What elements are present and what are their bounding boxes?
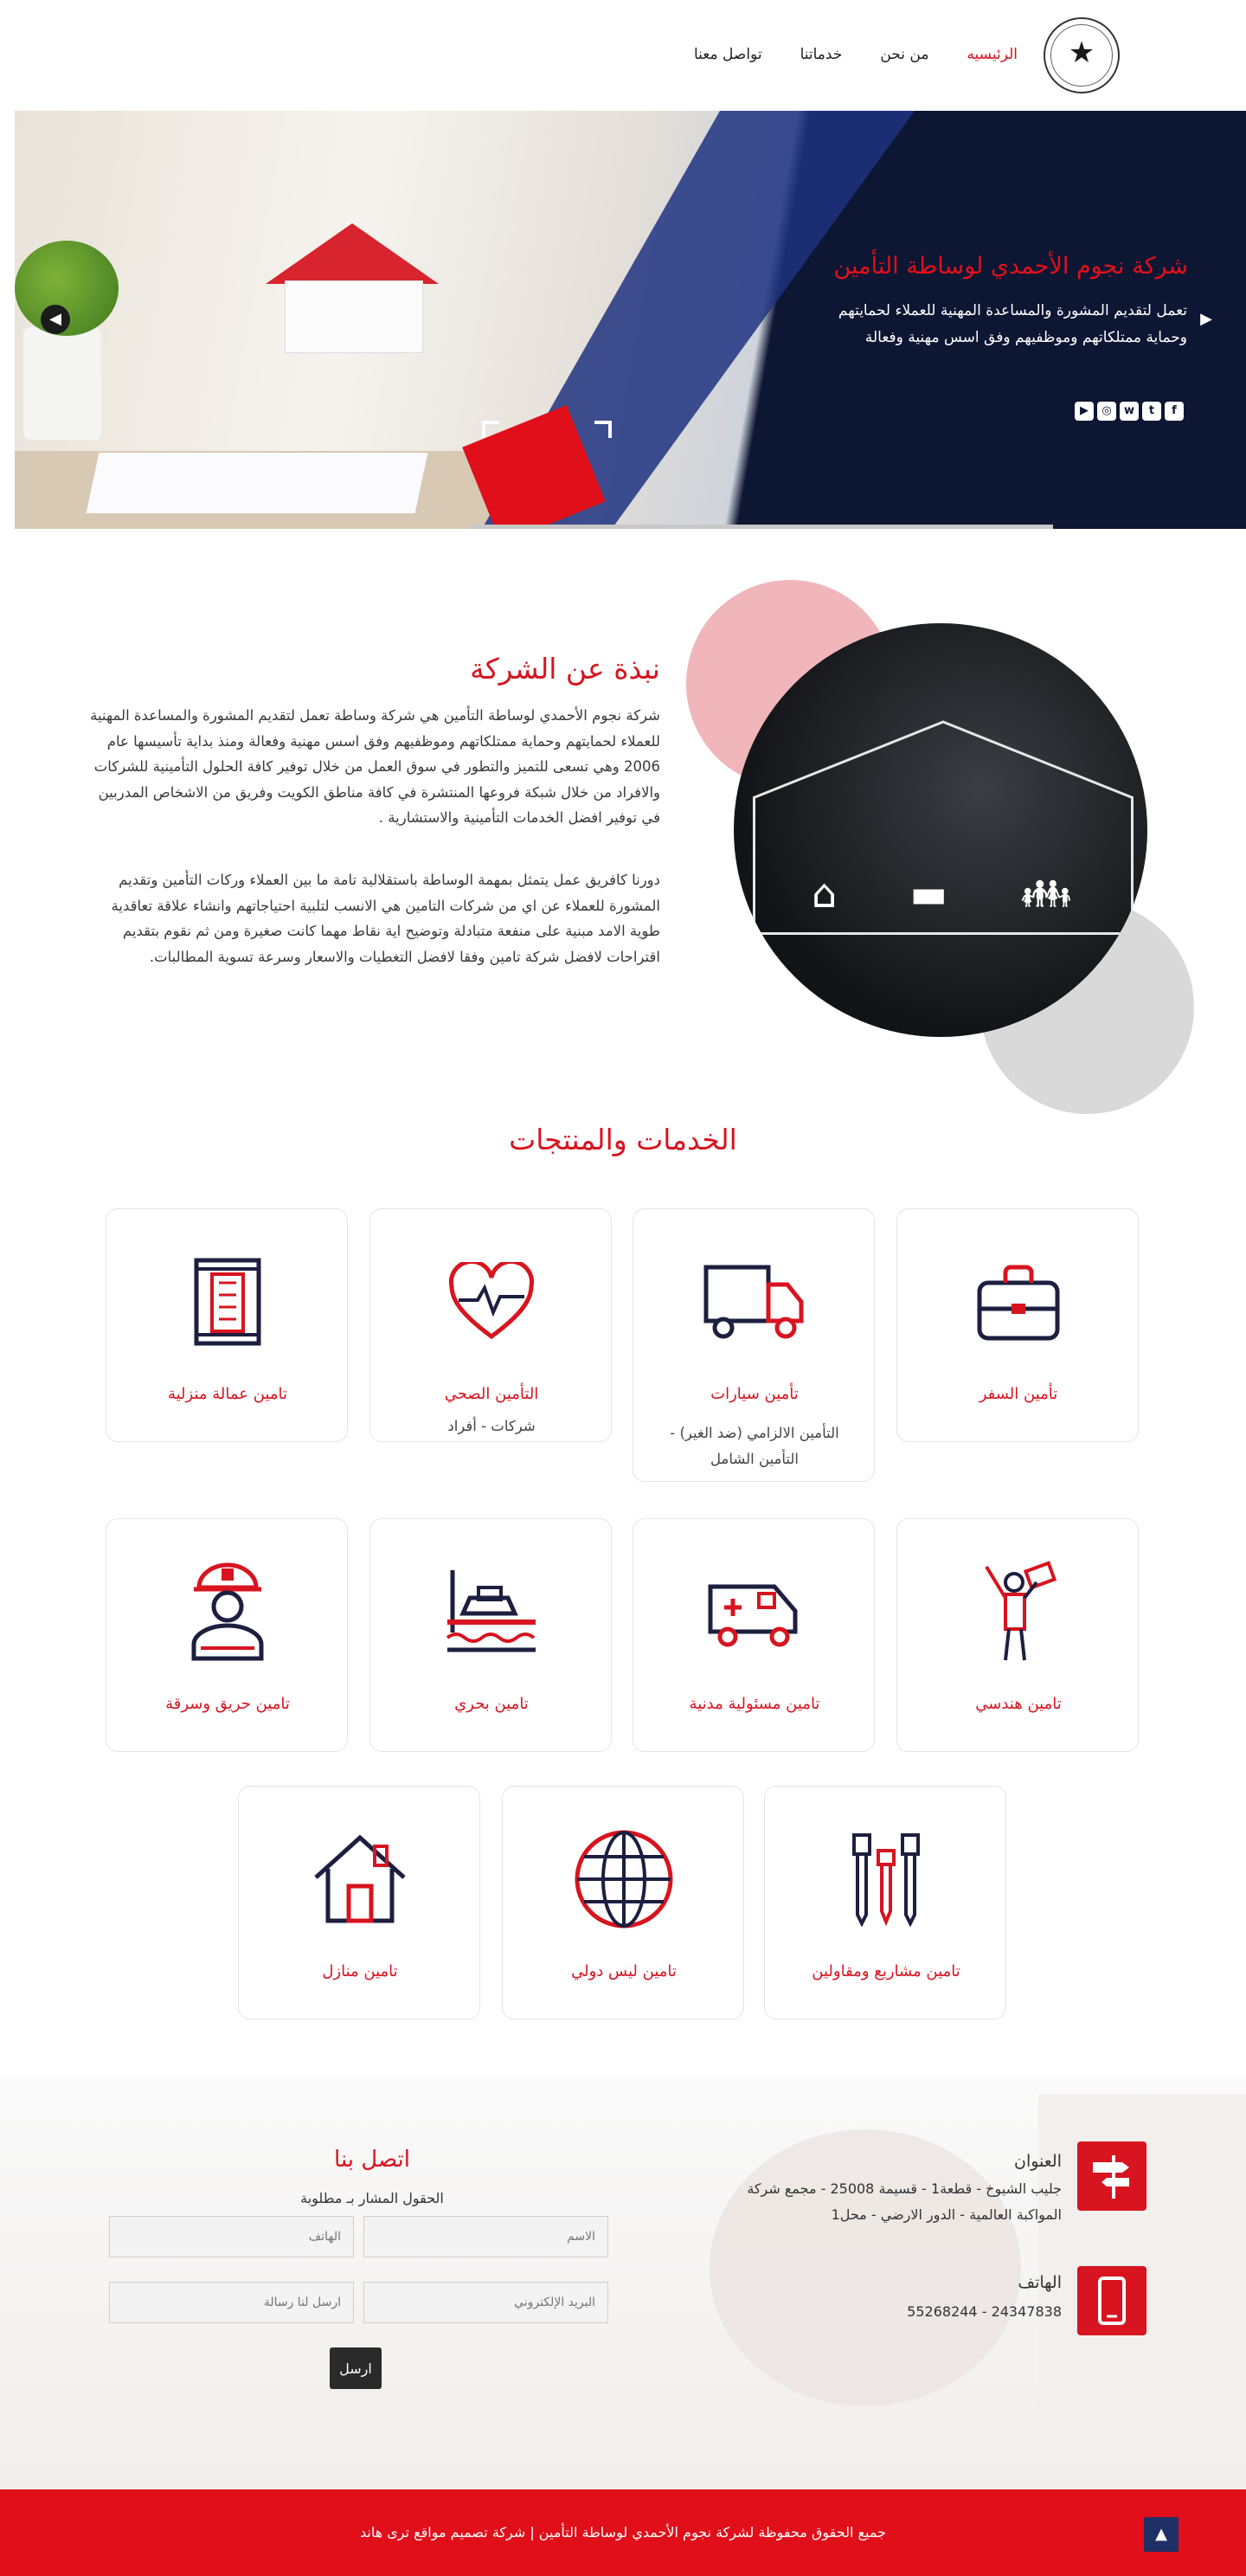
ship-car-icon (370, 1564, 613, 1659)
phone-value: 24347838 - 55268244 (907, 2303, 1062, 2320)
service-card-health[interactable] (369, 1208, 612, 1442)
about-image (734, 623, 1147, 1037)
service-card-civil-liability[interactable] (633, 1518, 875, 1752)
twitter-icon[interactable]: t (1142, 402, 1161, 421)
ambulance-icon (633, 1564, 876, 1659)
phone-label: الهاتف (1018, 2273, 1062, 2292)
service-card-domestic[interactable] (106, 1208, 348, 1442)
slider-progress-bar (469, 525, 1053, 529)
nav-item-about[interactable]: من نحن (880, 46, 929, 63)
company-logo[interactable] (1044, 17, 1120, 93)
contact-form-title: اتصل بنا (334, 2147, 410, 2173)
hero-description: تعمل لتقديم المشورة والمساعدة المهنية للعملاء لحمايتهم وحماية ممتلكاتهم وموظفيهم وفق اسس مهنية وفعالة (838, 302, 1187, 346)
home-icon: ⌂ (812, 870, 838, 917)
address-label: العنوان (1013, 2152, 1062, 2171)
facebook-icon[interactable]: f (1165, 402, 1184, 421)
service-subtitle: التأمين الالزامي (ضد الغير) - التأمين الشامل (670, 1425, 839, 1467)
name-input[interactable] (363, 2216, 608, 2257)
service-card-home[interactable] (238, 1786, 480, 2019)
firefighter-icon (106, 1564, 349, 1659)
instagram-icon[interactable]: ◎ (1097, 402, 1116, 421)
copyright-text: جميع الحقوق محفوظة لشركة نجوم الأحمدي لوساطة التأمين | شركة تصميم مواقع ترى هاند (360, 2524, 886, 2541)
nav-item-home[interactable]: الرئيسيه (967, 46, 1018, 63)
social-icons (1075, 402, 1184, 421)
service-card-fire-theft[interactable] (106, 1518, 348, 1752)
service-name: تأمين سيارات (710, 1385, 799, 1403)
mobile-phone-icon (1077, 2266, 1146, 2335)
email-input[interactable] (363, 2282, 608, 2323)
service-card-marine[interactable] (369, 1518, 612, 1752)
address-value: جليب الشيوخ - قطعة1 - قسيمة 25008 - مجمع شركة المواكبة العالمية - الدور الارضي - محل1 (747, 2180, 1062, 2223)
hero-slider (15, 111, 1246, 529)
signpost-icon (1077, 2141, 1146, 2211)
chevron-up-icon[interactable]: ▲ (1144, 2517, 1179, 2552)
service-subtitle: شركات - أفراد (447, 1418, 536, 1434)
service-name: تامين حريق وسرقة (165, 1695, 290, 1713)
hero-house-model (266, 223, 430, 345)
hero-frame-corner-right (594, 421, 612, 438)
house-outline-icon (753, 720, 1134, 800)
heart-pulse-icon (370, 1254, 613, 1349)
service-name: التأمين الصحي (444, 1385, 539, 1403)
star-icon: ★ (1068, 35, 1095, 70)
service-name: تامين مسئولية مدنية (689, 1695, 820, 1713)
service-card-travel[interactable] (896, 1208, 1139, 1442)
service-name: تامين منازل (322, 1962, 398, 1980)
about-paragraph-1: شركة نجوم الأحمدي لوساطة التأمين هي شركة وساطة تعمل لتقديم المشورة والمساعدة المهنية للعملاء لحمايتهم وحماية ممتلكاتهم وموظفيهم وفق اسس مهنية وفعالة ومنذ بداية تأسيسها عام 2006 وهي تسعى للتميز والتطور في سوق العمل من خلال توفير كافة الحلول التأمينية للشركات والافراد من خلال شبكة فروعها المنتشرة في كافة مناطق الكويت وفريق من الاشخاص المدربين في توفير افضل الخدمات التأمينية والاستشارية . (90, 707, 660, 826)
message-input[interactable] (109, 2282, 354, 2323)
nav-item-contact[interactable]: تواصل معنا (693, 46, 762, 63)
house-icon (239, 1832, 481, 1927)
truck-icon (633, 1254, 876, 1349)
hero-paper (87, 453, 428, 513)
youtube-icon[interactable]: ▶ (1075, 402, 1094, 421)
service-name: تامين هندسي (975, 1695, 1062, 1713)
hero-frame-corner-left (482, 421, 499, 438)
service-name: تأمين السفر (979, 1385, 1058, 1403)
service-name: تامين عمالة منزلية (167, 1385, 288, 1403)
site-footer (0, 2489, 1246, 2576)
globe-icon (503, 1832, 745, 1927)
send-button[interactable]: ارسل (330, 2347, 382, 2389)
nav-item-services[interactable]: خدماتنا (800, 46, 843, 63)
site-header (0, 0, 1246, 111)
about-paragraph-2: دورنا كافريق عمل يتمثل بمهمة الوساطة باستقلالية تامة ما بين العملاء وركات التأمين وتقديم المشورة للعملاء عن اي من شركات التامين هي الانسب لتلبية احتياجاتهم وانشاء علاقة تعاقدية طوية الامد مبنية على منفعة متبادلة وتوضيح اية نقاط مهما كانت صغيرة ومن ثم نقوم بتقديم اقتراحات لافضل شركة تامين وفقا لافضل التغطيات والاسعار وسرعة تسوية المطالبات. (111, 872, 660, 965)
contact-form-note: الحقول المشار بـ مطلوبة (300, 2190, 444, 2206)
tools-icon (765, 1832, 1007, 1927)
engineer-icon (897, 1564, 1140, 1659)
service-card-car[interactable] (633, 1208, 875, 1482)
service-name: تامين مشاريع ومقاولين (812, 1962, 960, 1980)
hero-title: شركة نجوم الأحمدي لوساطة التأمين (833, 253, 1188, 280)
service-card-engineering[interactable] (896, 1518, 1139, 1752)
whatsapp-icon[interactable]: w (1120, 402, 1139, 421)
phone-input[interactable] (109, 2216, 354, 2257)
hero-plant-pot (23, 327, 101, 440)
about-heading: نبذة عن الشركة (470, 652, 660, 686)
service-card-projects[interactable] (764, 1786, 1006, 2019)
service-name: تامين بحري (454, 1695, 529, 1713)
door-icon (106, 1254, 349, 1349)
services-title: الخدمات والمنتجات (509, 1123, 737, 1156)
contact-section (0, 2077, 1246, 2489)
service-name: تامين ليس دولي (571, 1962, 677, 1980)
slider-next-arrow[interactable]: ▶ (1200, 310, 1212, 328)
briefcase-icon (897, 1254, 1140, 1349)
main-nav (694, 42, 1018, 68)
family-icon: 👪︎ (1020, 870, 1071, 917)
service-card-international-license[interactable] (502, 1786, 744, 2019)
car-icon: ▬ (909, 870, 948, 917)
slider-prev-arrow[interactable]: ◀ (41, 305, 70, 334)
